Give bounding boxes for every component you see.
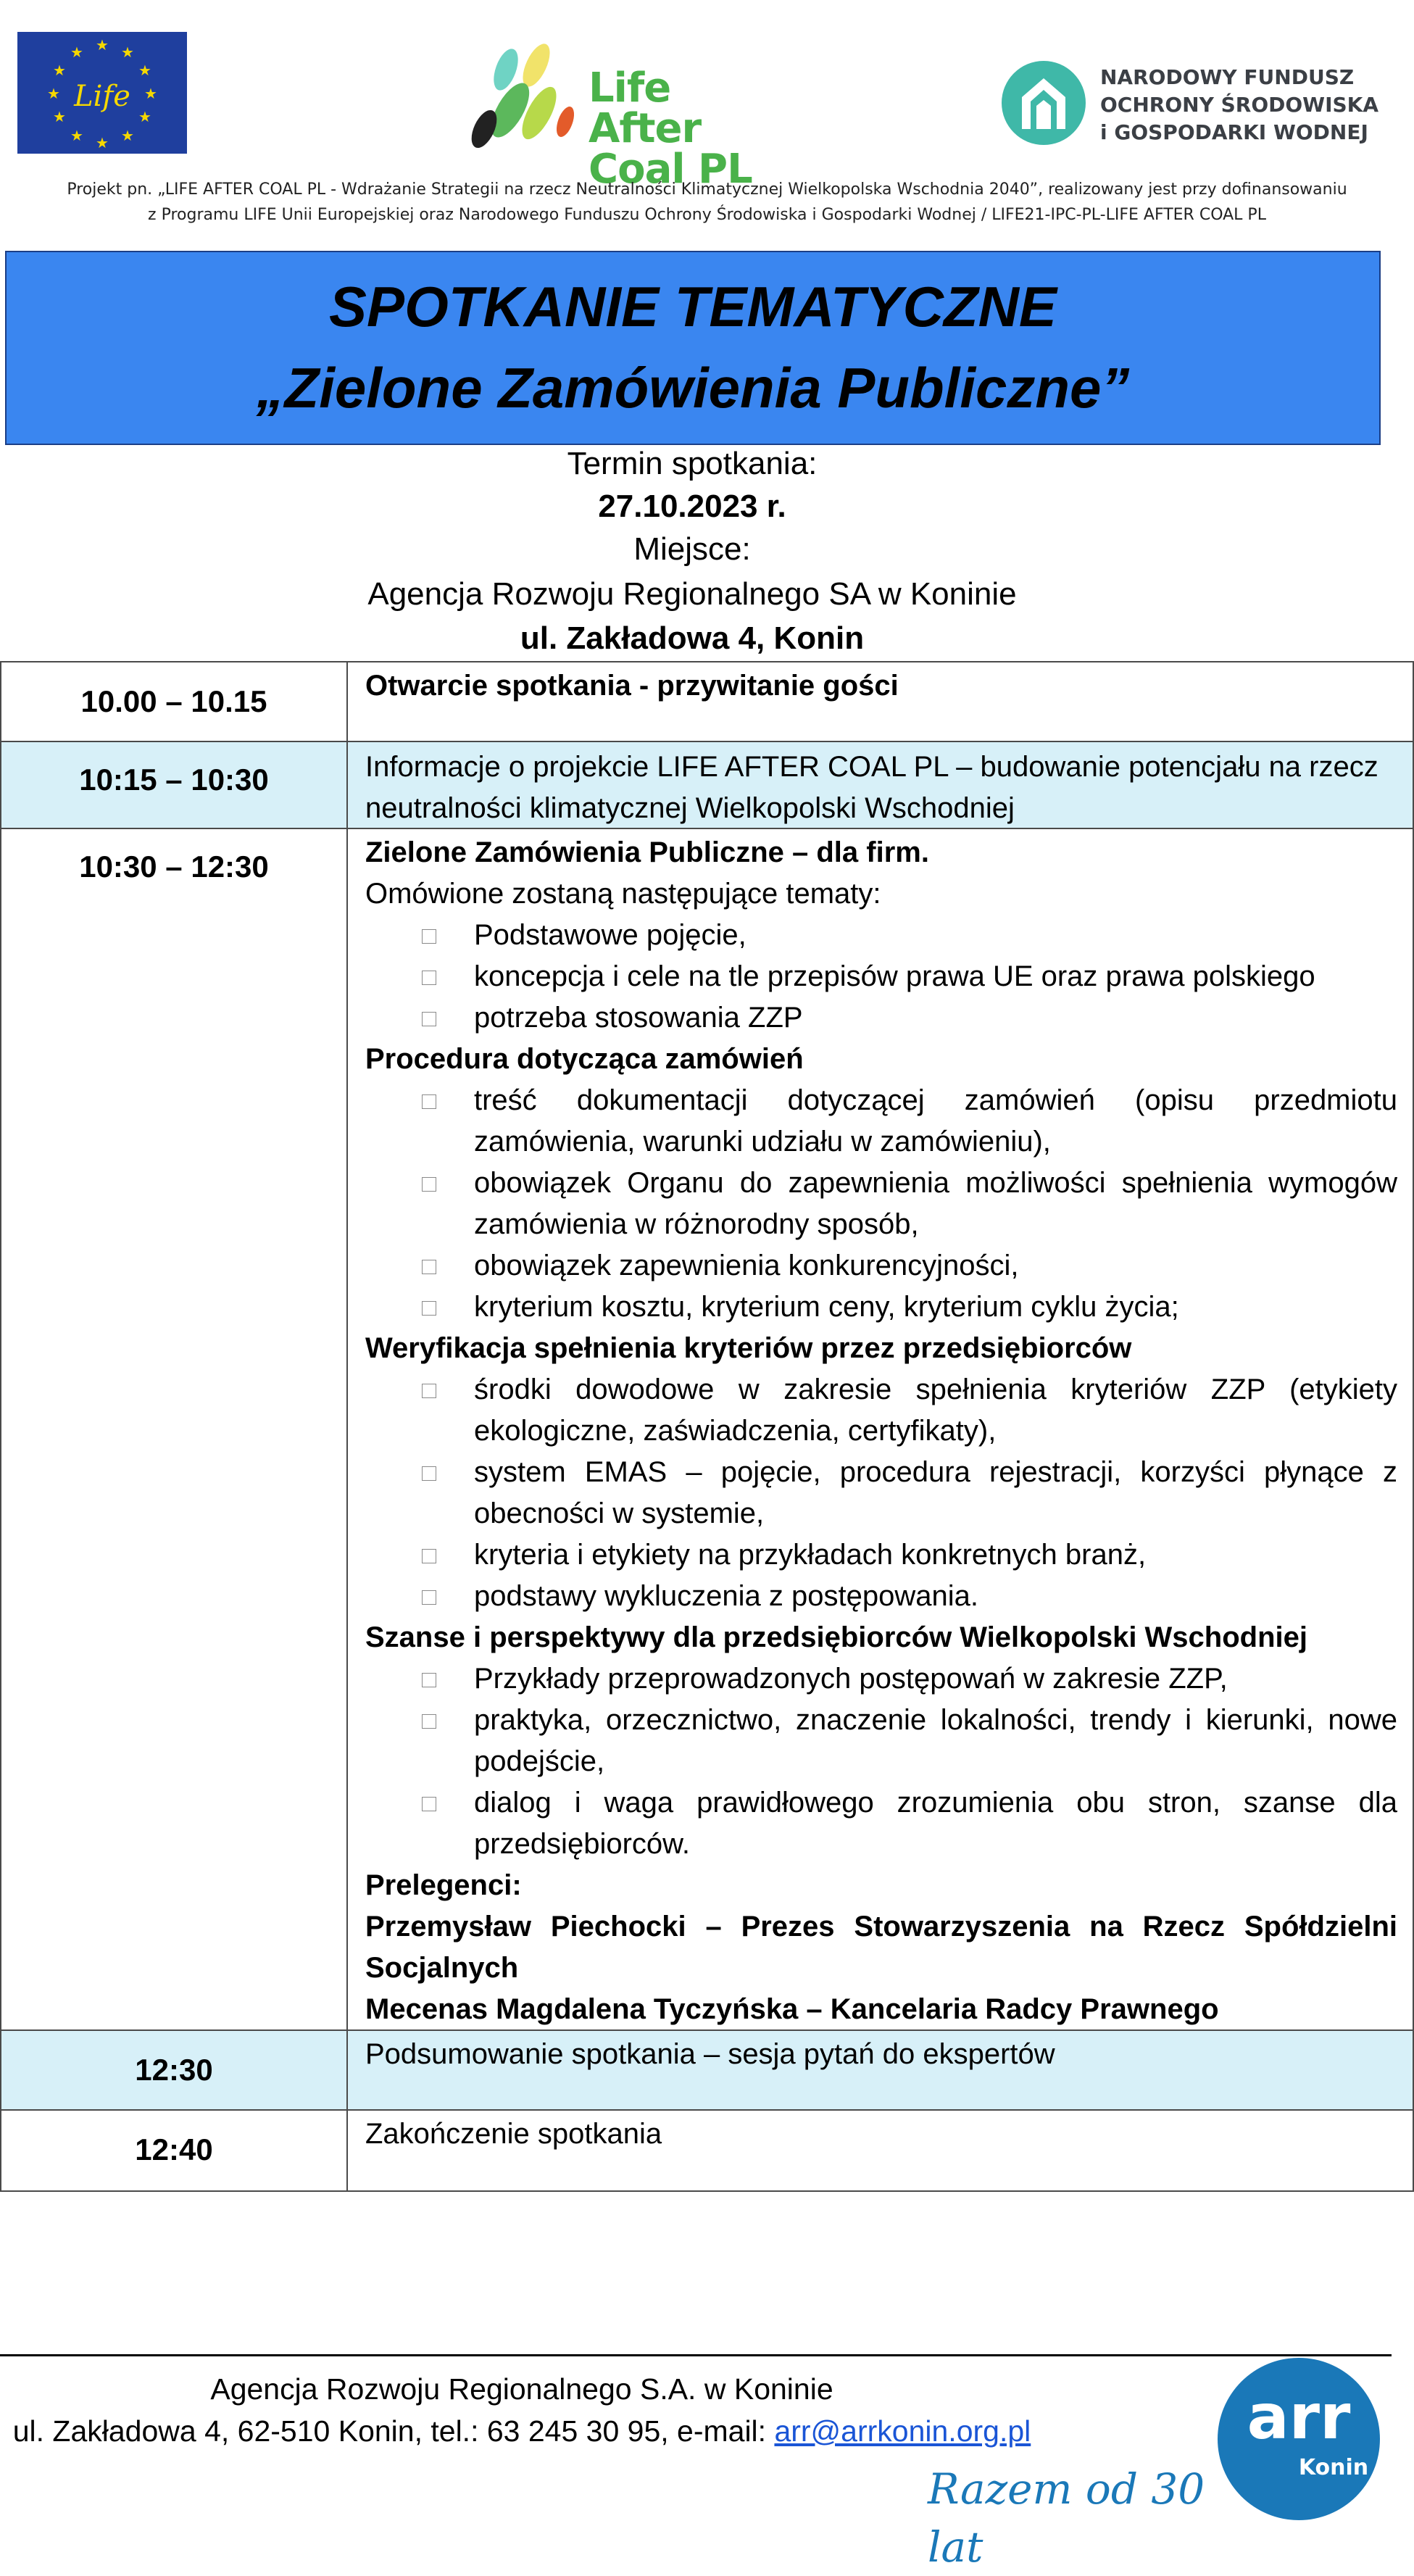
svg-text:★: ★ [138, 109, 151, 125]
place-name: Agencja Rozwoju Regionalnego SA w Koninie [367, 576, 1017, 612]
list-item: obowiązek Organu do zapewnienia możliwości spełnienia wymogów zamówienia w różnorodny sposób, [365, 1163, 1397, 1245]
speaker-2: Mecenas Magdalena Tyczyńska – Kancelaria Radcy Prawnego [365, 1993, 1219, 2025]
list-item: środki dowodowe w zakresie spełnienia kryteriów ZZP (etykiety ekologiczne, zaświadczenia, certyfikaty), [365, 1369, 1397, 1452]
session-title: Zielone Zamówienia Publiczne – dla firm. [365, 836, 929, 868]
project-info [0, 177, 1414, 228]
banner-title: SPOTKANIE TEMATYCZNE [329, 275, 1057, 338]
list-item: treść dokumentacji dotyczącej zamówień (opisu przedmiotu zamówienia, warunki udziału w zamówieniu), [365, 1080, 1397, 1163]
list-item: Podstawowe pojęcie, [365, 915, 1397, 956]
checkbox-icon [422, 1260, 436, 1274]
checkbox-icon [422, 1673, 436, 1687]
meeting-date: 27.10.2023 r. [598, 489, 786, 524]
svg-text:★: ★ [53, 63, 66, 79]
session-intro: Omówione zostaną następujące tematy: [365, 878, 881, 910]
svg-text:★: ★ [70, 128, 83, 144]
checkbox-icon [422, 1384, 436, 1398]
leaves-icon [457, 43, 587, 152]
nfos-line-2: OCHRONY ŚRODOWISKA [1100, 93, 1379, 117]
svg-text:★: ★ [70, 45, 83, 61]
nfosigw-logo [1000, 59, 1392, 154]
svg-text:★: ★ [96, 136, 109, 151]
list-item: praktyka, orzecznictwo, znaczenie lokalności, trendy i kierunki, nowe podejście, [365, 1700, 1397, 1782]
footer-organization: Agencja Rozwoju Regionalnego S.A. w Koninie [210, 2372, 833, 2406]
footer-contact-text: ul. Zakładowa 4, 62-510 Konin, tel.: 63 245 30 95, e-mail: [12, 2414, 775, 2448]
section-heading-opportunities: Szanse i perspektywy dla przedsiębiorców Wielkopolski Wschodniej [365, 1621, 1307, 1653]
eu-life-logo [17, 32, 187, 154]
agenda-time: 12:40 [1, 2111, 348, 2190]
nfos-line-3: i GOSPODARKI WODNEJ [1100, 120, 1368, 144]
banner-subtitle: „Zielone Zamówienia Publiczne” [256, 356, 1130, 420]
svg-text:★: ★ [53, 109, 66, 125]
svg-text:★: ★ [47, 86, 60, 102]
footer-divider [0, 2354, 1392, 2356]
checkbox-icon [422, 1590, 436, 1605]
nfos-line-1: NARODOWY FUNDUSZ [1100, 65, 1355, 89]
arr-logo-subtext: Konin [1298, 2455, 1369, 2480]
checkbox-icon [422, 929, 436, 944]
footer-contact [0, 2411, 1044, 2451]
section-heading-procedure: Procedura dotycząca zamówień [365, 1043, 804, 1075]
arr-konin-logo [1212, 2357, 1386, 2521]
checkbox-icon [422, 1797, 436, 1811]
list-item: koncepcja i cele na tle przepisów prawa UE oraz prawa polskiego [365, 956, 1397, 997]
agenda-time: 10:15 – 10:30 [1, 742, 348, 828]
title-banner [5, 251, 1381, 445]
place-address: ul. Zakładowa 4, Konin [520, 620, 865, 656]
eu-logo-text: Life [74, 80, 130, 113]
checkbox-icon [422, 1094, 436, 1109]
svg-text:★: ★ [121, 45, 134, 61]
svg-text:★: ★ [96, 38, 109, 54]
checkbox-icon [422, 1301, 436, 1316]
svg-text:★: ★ [144, 86, 157, 102]
list-item: dialog i waga prawidłowego zrozumienia obu stron, szanse dla przedsiębiorców. [365, 1782, 1397, 1865]
agenda-row-main-session [0, 828, 1414, 2031]
list-item: Przykłady przeprowadzonych postępowań w zakresie ZZP, [365, 1658, 1397, 1700]
agenda-text: Podsumowanie spotkania – sesja pytań do ekspertów [365, 2038, 1055, 2070]
checkbox-icon [422, 1714, 436, 1729]
place-label: Miejsce: [633, 531, 751, 567]
arr-slogan: Razem od 30 lat [928, 2464, 1205, 2572]
arr-logo-text: arr [1247, 2381, 1351, 2454]
agenda-row-opening [0, 661, 1414, 742]
agenda-time: 10.00 – 10.15 [1, 662, 348, 741]
date-label: Termin spotkania: [567, 446, 818, 481]
project-info-line-1: Projekt pn. „LIFE AFTER COAL PL - Wdrażanie Strategii na rzecz Neutralności Klimatycznej Wielkopolska Wschodnia 2040”, realizowany jest przy dofinansowaniu [67, 180, 1347, 199]
list-item: system EMAS – pojęcie, procedura rejestracji, korzyści płynące z obecności w systemie, [365, 1452, 1397, 1534]
checkbox-icon [422, 1549, 436, 1563]
agenda-row-summary [0, 2029, 1414, 2111]
agenda-time: 10:30 – 12:30 [1, 829, 348, 2029]
speakers-label: Prelegenci: [365, 1869, 522, 1901]
checkbox-icon [422, 1466, 436, 1481]
agenda-text-line-1: Informacje o projekcie LIFE AFTER COAL PL – budowanie potencjału na rzecz [365, 751, 1378, 783]
list-item: kryteria i etykiety na przykładach konkretnych branż, [365, 1534, 1397, 1576]
checkbox-icon [422, 1012, 436, 1026]
agenda-text: Zakończenie spotkania [365, 2118, 662, 2150]
agenda-title: Otwarcie spotkania - przywitanie gości [365, 670, 899, 702]
svg-text:★: ★ [138, 63, 151, 79]
checkbox-icon [422, 971, 436, 985]
svg-text:★: ★ [121, 128, 134, 144]
lac-logo-line-1: Life After [589, 65, 702, 152]
life-after-coal-logo [457, 43, 783, 193]
speaker-1: Przemysław Piechocki – Prezes Stowarzyszenia na Rzecz Spółdzielni Socjalnych [365, 1911, 1397, 1984]
list-item: obowiązek zapewnienia konkurencyjności, [365, 1245, 1397, 1287]
nfosigw-emblem-icon [1000, 59, 1087, 146]
list-item: podstawy wykluczenia z postępowania. [365, 1576, 1397, 1617]
checkbox-icon [422, 1177, 436, 1192]
list-item: potrzeba stosowania ZZP [365, 997, 1397, 1039]
lac-logo-line-2: Coal PL [589, 146, 752, 193]
agenda-time: 12:30 [1, 2031, 348, 2109]
agenda-row-project-info [0, 741, 1414, 829]
footer-email-link[interactable]: arr@arrkonin.org.pl [774, 2414, 1031, 2448]
project-info-line-2: z Programu LIFE Unii Europejskiej oraz Narodowego Funduszu Ochrony Środowiska i Gospodarki Wodnej / LIFE21-IPC-PL-LIFE AFTER COAL PL [148, 206, 1266, 224]
agenda-text-line-2: neutralności klimatycznej Wielkopolski Wschodniej [365, 792, 1015, 824]
section-heading-verification: Weryfikacja spełnienia kryteriów przez przedsiębiorców [365, 1332, 1132, 1364]
list-item: kryterium kosztu, kryterium ceny, kryterium cyklu życia; [365, 1287, 1397, 1328]
agenda-row-closing [0, 2109, 1414, 2192]
